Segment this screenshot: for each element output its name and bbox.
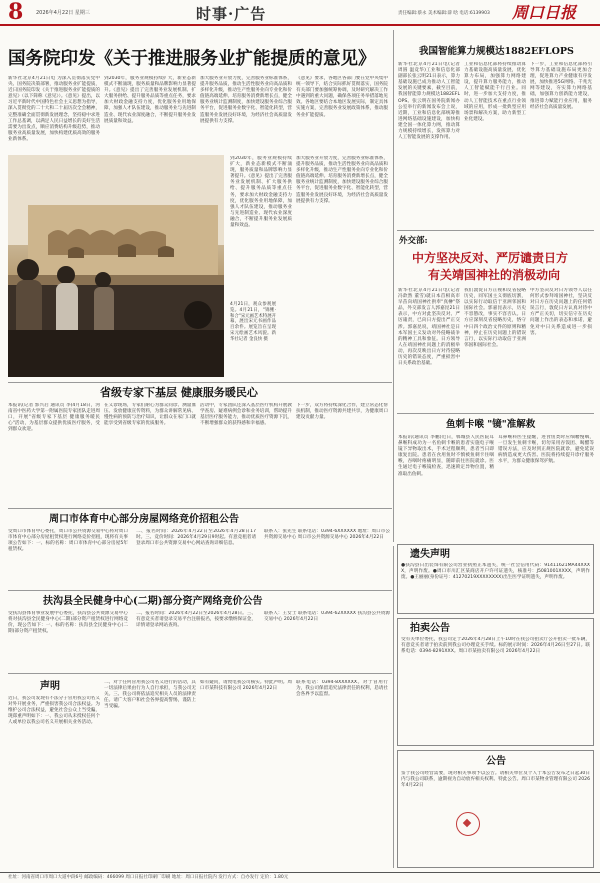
statement-col-3: 如有疑问，请致电我公司核实。特此声明。周口市某科技有限公司 2026年4月22日 xyxy=(200,680,292,692)
foreign-headline-line-1: 中方坚决反对、严厉谴责日方 xyxy=(412,251,569,265)
fish-col-1: 本报讯(通讯员 李鹏)近日，郸城县人民医院耳鼻喉科成功为一名鱼刺卡喉的患者实施电子喉镜下异物取出术，手术过程顺利，患者当日即康复出院。患者在食用鱼时不慎被鱼刺卡住咽喉，吞咽时疼痛明显，随即前往医院就诊。医生通过电子喉镜检查，迅速锁定异物位置，精准取出鱼刺。 xyxy=(398,435,494,477)
auction-notice-title: 拍卖公告 xyxy=(410,623,450,634)
foreign-col-1: 新华社北京4月21日电(记者 冯歆然 董雪)就日本首相高市早苗向靖国神社供奉"真榊"祭品，外交部发言人郭嘉昆21日表示，中方对此坚决反对、严厉谴责，已向日方提出严正交涉。郭嘉昆说，靖国神社是日本军国主义发动对外侵略战争的精神工具和象征。日方领导人在靖国神社问题上的消极举动，再次反映出日方对待侵略历史的错误态度，严重损害中日关系政治基础。 xyxy=(398,288,460,367)
bidding1-col-2: 二、报名时间：2026年4月22日至2026年4月28日17时。三、竞价时间：2026年4月29日9时起。有意竞租者请登录周口市公共资源交易中心网站查询详细信息。 xyxy=(136,529,256,547)
foreign-col-2: 我们敦促日方正视和反省侵略历史，同军国主义彻底切割，以实际行动取信于亚洲邻国和国际社会。郭嘉昆表示，历史不容篡改，事实不容否认。日方应深刻反省侵略历史，恪守中日四个政治文件的原则和精神，停止在历史问题上的错误言行，以实际行动取信于亚洲邻国和国际社会。 xyxy=(464,288,526,348)
photo-caption: 4月21日，观众参观展览。4月21日，"锦鲤·和合"宋元画艺术特展开幕，展出宋元书画作品百余件。展览旨在呈现宋元绘画艺术风貌。新华社记者 金良快 摄 xyxy=(230,302,276,342)
section-divider xyxy=(8,382,392,383)
loss-notice-text: ●扶沟县日出装饰有限公司营业执照正本遗失，统一社会信用代码：91411621MA44XXXX，声明作废。●周口市川汇区某商店开户许可证遗失，核准号：J5081001XXXX，声明作废。●王丽丽(身份证号：41270219XXXXXXXX)出生医学证明遗失，声明作废。 xyxy=(401,563,590,581)
masthead xyxy=(0,0,600,26)
bidding2-headline: 扶沟县全民健身中心(二期)部分资产网络竞价公告 xyxy=(43,596,263,607)
exhibition-photo xyxy=(8,155,224,377)
bidding1-col-1: 受周口市体育中心委托，周口市公共资源交易中心将对周口市体育中心部分房屋租赁权进行网络竞价招租，现将有关事项公告如下：一、标的名称：周口市体育中心部分房屋5年租赁权。 xyxy=(8,529,128,553)
foreign-kicker: 外交部: xyxy=(399,236,428,246)
issue-date: 2026年4月22日 星期三 xyxy=(36,10,90,16)
bidding2-col-1: 受扶沟县体育事业发展中心委托，扶沟县公共资源交易中心将对扶沟县全民健身中心(二期)部分资产租赁权进行网络竞价，现公告如下：一、标的名称：扶沟县全民健身中心(二期)部分资产租赁权。 xyxy=(8,611,128,635)
section-divider xyxy=(8,590,392,591)
statement-col-4: 联系电话：0394-8XXXXXX。对于冒用行为，我公司保留追究法律责任的权利，恳请社会各界予以监督。 xyxy=(296,680,388,698)
foreign-headline-line-2: 有关靖国神社的消极动向 xyxy=(428,268,561,282)
bidding2-col-2: 二、报名时间：2026年4月22日至2026年4月28日。三、有意竞买者请登录交易平台注册报名，按要求缴纳保证金，详情请登录网站查询。 xyxy=(136,611,256,629)
newspaper-logo: 周口日报 xyxy=(512,3,577,22)
section-divider xyxy=(8,673,392,674)
health-col-4: 下一步，双方将持续深化合作，建立常态化帮扶机制，推动医疗资源共建共享，为健康周口建设贡献力量。 xyxy=(296,403,388,421)
statement-col-1: 近日，我公司发现有不法分子冒用我公司名义对外开展业务，严重损害我公司合法权益。为维护公司合法权益，避免社会公众上当受骗，现郑重声明如下：一、我公司从未授权任何个人或单位以我公司名义开展相关业务活动。 xyxy=(8,696,100,726)
section-divider xyxy=(397,413,594,414)
announcement-text: 鉴于我公司经营需要，现对相关事项予以公告。请相关单位及个人于本公告发布之日起30日内与我公司联系，逾期视为自动放弃相关权利。特此公告。周口市某物业管理有限公司 2026年4月22日 xyxy=(401,771,590,789)
statement-title: 声明 xyxy=(40,681,60,692)
loss-notice-title: 遗失声明 xyxy=(410,549,450,560)
statement-col-2: 二、对于任何冒用我公司名义进行的活动，其一切法律后果由行为人自行承担，与我公司无关。三、我公司将依法追究相关人员的法律责任。请广大客户和社会各界提高警惕，谨防上当受骗。 xyxy=(104,680,196,710)
foreign-col-3: 中方坚决反对日方领导人以任何形式参拜靖国神社，坚决反对日方在历史问题上的任何错误言行，敦促日方认真对待中方严正关切，切实信守在历史问题上作出的表态和承诺，避免对中日关系造成进一步损害。 xyxy=(530,288,592,336)
compute-col-1: 新华社北京4月21日电(记者 周圆 温竞华)工业和信息化部副部长张云明21日表示，算力基础设施已成为推动人工智能发展的关键要素，截至目前，我国智能算力规模达1882EFLOPS。张云明在国务院新闻办公室举行的新闻发布会上说，近期，工业和信息化部统筹推进网络基础设施建设，加快构建全国一体化算力网，推动算力规模持续增长，发挥算力对人工智能发展的支撑作用。 xyxy=(398,62,460,141)
health-col-3: 活动中，专家团队还深入基层医疗机构开展教学查房、疑难病例会诊和业务培训，帮助提升基层医疗服务能力，推动优质医疗资源下沉，不断增强群众的获得感和幸福感。 xyxy=(200,403,292,427)
column-divider xyxy=(393,30,394,542)
section-divider xyxy=(397,230,594,231)
auction-notice-text: 受有关单位委托，我公司定于2026年4月28日上午10时在我公司拍卖厅公开拍卖一批车辆，有意竞买者请于拍卖前到我公司办理竞买手续。标的展示时间：2026年4月26日至27日。联系电话：0394-8291XXX。周口市某拍卖有限公司 2026年4月22日 xyxy=(401,637,590,655)
main-article-col-4b: 加大服务业开放力度，完善服务业标准体系，提升服务品质，推动生活性服务业向高品质和多样化升级，推动生产性服务业向专业化和价值链高端延伸。培育服务消费新增长点，健全服务业统计监测制度，加快建设服务业综合服务平台，促进服务业数字化、智能化转型，营造服务业发展良好环境，为经济社会高质量发展提供有力支撑。 xyxy=(296,156,388,204)
column-divider xyxy=(393,546,394,868)
main-article-col-3b: 到2030年，服务业规模持续扩大，新业态新模式不断涌现，服务质量和品牌影响力显著提升。《意见》提出了完善服务业发展机制、扩大服务供给、提升服务品质等重点任务，要求加大财政金融支持力度，优化服务业用地保障，加强人才队伍建设，推动服务业与先进制造业、现代农业深度融合，不断提升服务业发展质量和效益。 xyxy=(230,156,292,229)
bidding1-headline: 周口市体育中心部分房屋网络竞价招租公告 xyxy=(49,514,239,525)
main-article-col-1: 新华社北京4月21日电 为深入贯彻落实党中央、国务院决策部署，推动服务业扩能提质，近日国务院印发《关于推进服务业扩能提质的意见》（以下简称《意见》）。《意见》提出，以习近平新时代中国特色社会主义思想为指导，深入贯彻党的二十大和二十届历次全会精神，完整准确全面贯彻新发展理念，坚持稳中求进工作总基调，以满足人民日益增长的美好生活需要为出发点，顺应消费结构升级趋势，推动服务业高质量发展，加快构建优质高效的服务业新体系。 xyxy=(8,76,100,142)
fish-col-2: 耳鼻喉科医生提醒，进食鱼类时应细嚼慢咽，一旦发生鱼刺卡喉，切勿采用吞饭团、喝醋等错误方法，应及时到正规医院就诊，避免延误病情造成更大伤害。医院将持续提升诊疗服务水平，为群众健康保驾护航。 xyxy=(498,435,594,465)
main-article-col-2: 到2030年，服务业规模持续扩大，新业态新模式不断涌现，服务质量和品牌影响力显著提升。《意见》提出了完善服务业发展机制、扩大服务供给、提升服务品质等重点任务，要求加大财政金融支持力度，优化服务业用地保障，加强人才队伍建设，推动服务业与先进制造业、现代农业深度融合，不断提升服务业发展质量和效益。 xyxy=(104,76,196,124)
main-article-col-4: 《意见》要求，各地区各部门要在党中央集中统一领导下，结合实际抓好贯彻落实，国务院有关部门要加强统筹协调，及时研究解决工作中遇到的重大问题，确保各项任务举措落地见效。各地区要结合本地区发展实际，制定具体实施方案，完善服务业发展政策体系，推动服务业扩能提质。 xyxy=(296,76,388,118)
compute-col-2: 工业和信息化部将持续推动算力基础设施高质量发展，优化算力布局，加强算力网络建设，提升算力服务能力，推动人工智能赋能千行百业。同时，进一步加大支持力度，推动人工智能技术在重点行业领域的应用，形成一批典型应用场景和解决方案，助力新型工业化建设。 xyxy=(464,62,526,122)
health-col-2: 在义诊现场，专家们耐心为群众问诊、测量血压、发放健康宣传资料，为群众讲解常见病、慢性病的预防与治疗知识，让群众在家门口就能享受到省级专家的优质服务。 xyxy=(104,403,196,427)
editor-info: 责任编辑:蔡永 美术编辑:薛 晗 电话:6139903 xyxy=(398,11,490,16)
official-seal xyxy=(456,812,480,836)
announcement-title: 公告 xyxy=(486,756,506,767)
bidding1-col-3: 联系人：张先生 联系电话：0394-6XXXXXX 地址：周口市公共资源交易中心 周口市公共资源交易中心 2026年4月22日 xyxy=(264,529,390,541)
health-col-1: 本报讯(记者 郭兴启 通讯员 李)4月18日，河南省中医药大学第一附属医院专家团队走进周口，开展"省级专家下基层 健康服务暖民心"活动，为基层群众提供优质医疗服务，受到群众欢迎。 xyxy=(8,403,100,433)
section-divider xyxy=(8,508,392,509)
main-headline: 国务院印发《关于推进服务业扩能提质的意见》 xyxy=(8,49,376,69)
page-number: 8 xyxy=(8,0,24,25)
main-article-col-3: 加大服务业开放力度，完善服务业标准体系，提升服务品质，推动生活性服务业向高品质和多样化升级，推动生产性服务业向专业化和价值链高端延伸。培育服务消费新增长点，健全服务业统计监测制度，加快建设服务业综合服务平台，促进服务业数字化、智能化转型，营造服务业发展良好环境，为经济社会高质量发展提供有力支撑。 xyxy=(200,76,292,124)
health-headline: 省级专家下基层 健康服务暖民心 xyxy=(100,386,258,399)
page-footer: 社址：河南省周口市周口大道中段6号 邮政编码：466099 周口日报社印刷厂印刷 地址：周口日报社院内 发行方式：自办发行 定价：1.80元 xyxy=(0,872,600,883)
fish-headline: 鱼刺卡喉 "镜"准解救 xyxy=(446,419,536,430)
compute-col-3: 下一步，工业和信息化部将引导算力基础设施布局更加合理，促进算力产业健康有序发展，加快推进5G网络、千兆光网等建设，夯实算力网络基础，加强算力创新能力建设，推进算力赋能行业应用，服务经济社会高质量发展。 xyxy=(530,62,592,110)
bidding2-col-3: 联系人：王女士 联系电话：0394-62XXXXX 扶沟县公共资源交易中心 2026年4月22日 xyxy=(264,611,390,623)
section-title: 时事·广告 xyxy=(196,5,267,23)
compute-headline: 我国智能算力规模达1882EFLOPS xyxy=(419,46,574,57)
